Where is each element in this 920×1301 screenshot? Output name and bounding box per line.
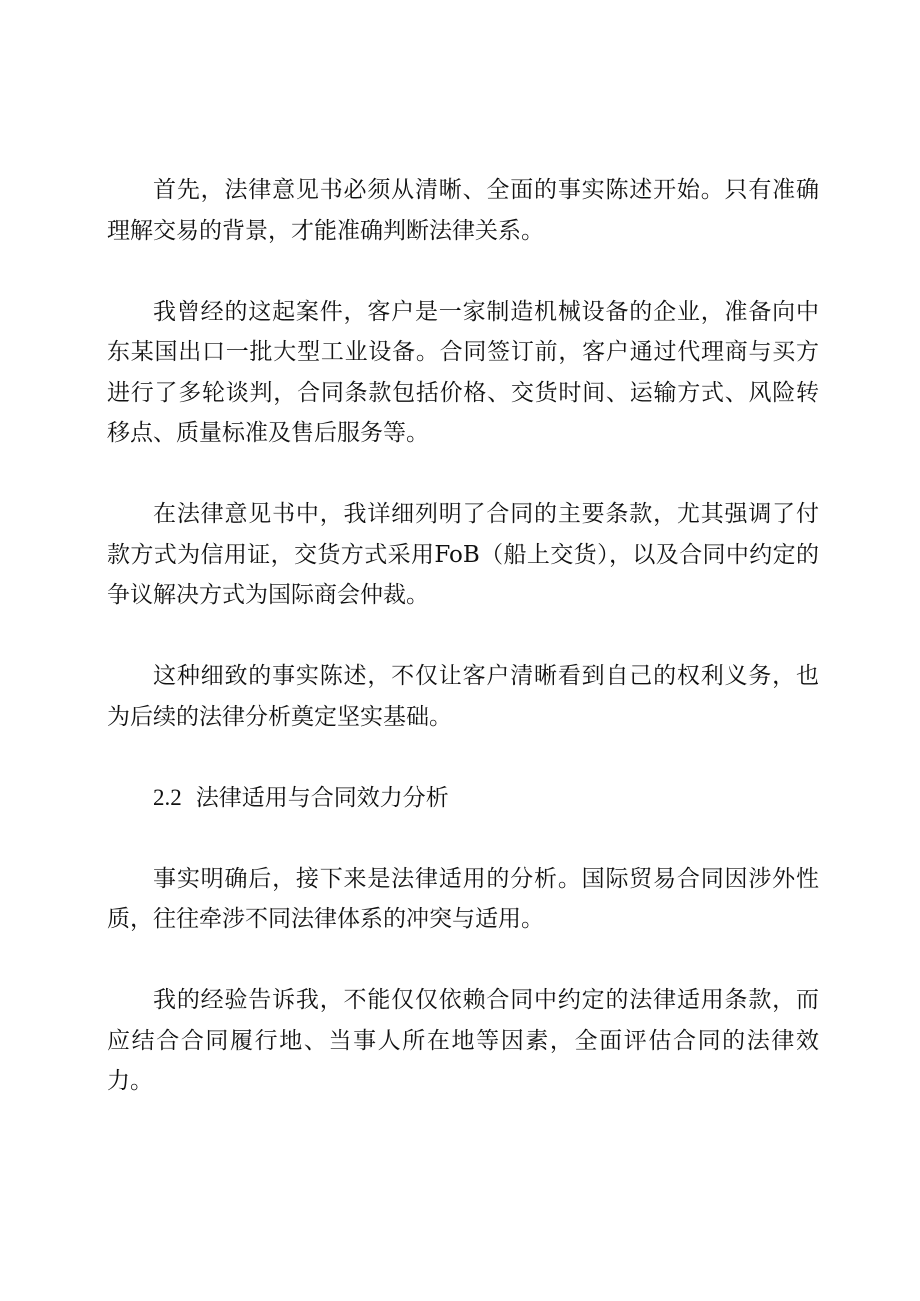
paragraph-contract-terms: 在法律意见书中，我详细列明了合同的主要条款，尤其强调了付款方式为信用证，交货方式采用FoB（船上交货），以及合同中约定的争议解决方式为国际商会仲裁。 — [107, 501, 819, 608]
document-body — [107, 170, 819, 1142]
paragraph-case-background: 我曾经的这起案件，客户是一家制造机械设备的企业，准备向中东某国出口一批大型工业设备。合同签订前，客户通过代理商与买方进行了多轮谈判，合同条款包括价格、交货时间、运输方式、风险转移点、质量标准及售后服务等。 — [107, 298, 819, 446]
section-title: 法律适用与合同效力分析 — [195, 784, 449, 811]
paragraph-experience: 我的经验告诉我，不能仅仅依赖合同中约定的法律适用条款，而应结合合同履行地、当事人所在地等因素，全面评估合同的法律效力。 — [107, 987, 819, 1094]
section-heading — [107, 778, 819, 819]
paragraph-fact-statement-intro: 首先，法律意见书必须从清晰、全面的事实陈述开始。只有准确理解交易的背景，才能准确判断法律关系。 — [107, 177, 819, 244]
paragraph-fact-value: 这种细致的事实陈述，不仅让客户清晰看到自己的权利义务，也为后续的法律分析奠定坚实基础。 — [107, 663, 819, 730]
section-number: 2.2 — [153, 784, 182, 810]
paragraph-applicable-law: 事实明确后，接下来是法律适用的分析。国际贸易合同因涉外性质，往往牵涉不同法律体系的冲突与适用。 — [107, 865, 819, 932]
